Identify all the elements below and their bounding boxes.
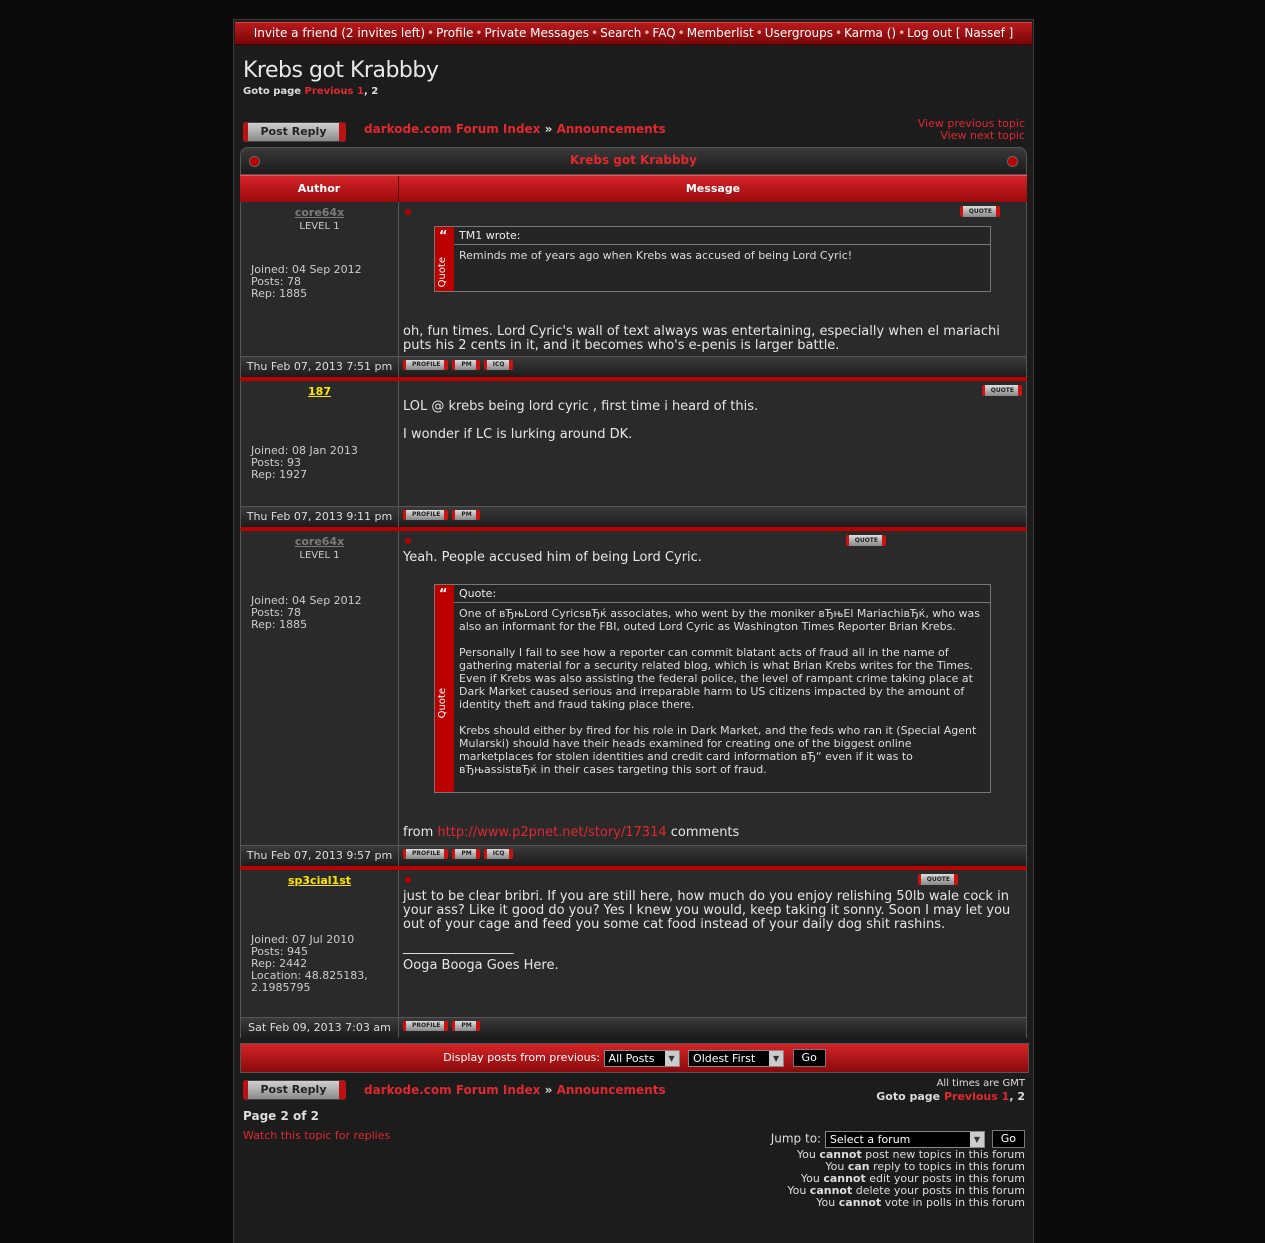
quote-body: Reminds me of years ago when Krebs was accused of being Lord Cyric! — [459, 249, 853, 262]
author-joined: Joined: 07 Jul 2010 — [251, 933, 355, 946]
post-message-cell — [399, 202, 1026, 356]
topic-nav-links — [918, 118, 1025, 142]
post-text: oh, fun times. Lord Cyric's wall of text always was entertaining, especially when el mariachi puts his 2 cents in it, and it becomes who's e-penis is larger battle. — [403, 324, 1000, 353]
nav-karma[interactable]: Karma () — [844, 26, 897, 40]
post-text-line: LOL @ krebs being lord cyric , first time i heard of this. — [403, 399, 759, 414]
breadcrumb-separator: » — [544, 122, 553, 136]
quote-paragraph: Personally I fail to see how a reporter can commit blatant acts of fraud all in the name of gathering material for a security related blog, which is what Brian Krebs writes for the Times. Even if Krebs was also assisting the federal police, the level of rampant crime taking place at Dark Market caused serious and irreparable harm to US citizens impacted by the amount of identity theft and fraud taking place there. — [459, 646, 973, 711]
post-date: Thu Feb 07, 2013 9:11 pm — [241, 507, 399, 527]
quote-header: Quote: — [454, 585, 990, 603]
author-rep: Rep: 1885 — [251, 287, 308, 300]
chevron-down-icon: ▼ — [769, 1051, 783, 1066]
author-rep: Rep: 2442 — [251, 957, 308, 970]
goto-page-top — [243, 86, 378, 97]
nav-invite-friend[interactable]: Invite a friend (2 invites left) — [253, 26, 426, 40]
post-message-cell — [399, 531, 1026, 845]
comments-text: comments — [670, 825, 740, 840]
post-reply-button-bottom[interactable]: Post Reply — [243, 1080, 346, 1100]
goto-page-2: 2 — [371, 86, 379, 97]
quote-button[interactable]: QUOTE — [982, 385, 1022, 396]
post-message-cell — [399, 381, 1026, 506]
permission-line: You cannot delete your posts in this forum — [787, 1184, 1025, 1197]
post-row — [240, 530, 1027, 845]
col-author: Author — [240, 176, 399, 202]
goto-page-1-link[interactable]: 1 — [356, 86, 364, 97]
timezone-note: All times are GMT — [936, 1078, 1025, 1089]
post-marker-icon — [405, 538, 411, 544]
goto-page-bottom — [876, 1090, 1025, 1103]
breadcrumb-top — [364, 122, 666, 136]
posts-table — [240, 147, 1027, 1038]
quote-paragraph: Krebs should either by fired for his role in Dark Market, and the feds who ran it (Special Agent Mularski) should have their heads examined for creating one of the biggest online marketplaces for stolen identities and credit card information вЂ“ even if it was to вЂњassistвЂќ in their cases targeting this sort of fraud. — [459, 724, 977, 776]
quote-side-label: Quote — [437, 256, 448, 287]
quote-mark-icon: “ — [439, 229, 448, 244]
comma: , — [363, 86, 368, 97]
author-name-link[interactable]: 187 — [308, 385, 331, 398]
icq-button[interactable]: ICQ — [484, 360, 513, 370]
col-message: Message — [685, 182, 741, 195]
display-go-button[interactable]: Go — [793, 1049, 826, 1067]
nav-logout[interactable]: Log out [ Nassef ] — [907, 26, 1014, 40]
pm-button[interactable]: PM — [452, 849, 479, 859]
topic-title-link[interactable]: Krebs got Krabbby — [570, 153, 697, 167]
post-author-cell — [241, 870, 399, 1017]
quote-button[interactable]: QUOTE — [918, 874, 958, 885]
post-row — [240, 202, 1027, 356]
chevron-down-icon: ▼ — [665, 1051, 679, 1066]
author-name-link[interactable]: core64x — [294, 535, 345, 548]
author-joined: Joined: 04 Sep 2012 — [251, 594, 362, 607]
author-posts: Posts: 78 — [251, 275, 301, 288]
breadcrumb-forum-index[interactable]: darkode.com Forum Index — [364, 122, 541, 136]
pm-button[interactable]: PM — [452, 510, 479, 520]
author-joined: Joined: 04 Sep 2012 — [251, 263, 362, 276]
permission-line: You cannot edit your posts in this forum — [800, 1172, 1025, 1185]
column-headers — [240, 175, 1027, 202]
post-row — [240, 380, 1027, 506]
from-text: from — [403, 825, 434, 840]
nav-profile[interactable]: Profile — [436, 26, 474, 40]
quote-sidebar — [435, 227, 454, 291]
breadcrumb-bottom — [364, 1083, 666, 1097]
quote-sidebar — [435, 585, 454, 792]
author-stats — [251, 445, 358, 481]
page-indicator: Page 2 of 2 — [243, 1109, 319, 1123]
author-stats — [251, 264, 362, 300]
post-author-cell — [241, 531, 399, 845]
author-location-cont: 2.1985795 — [251, 981, 311, 994]
source-link[interactable]: http://www.p2pnet.net/story/17314 — [437, 825, 667, 840]
post-reply-button-top[interactable]: Post Reply — [243, 122, 346, 142]
post-text-line: I wonder if LC is lurking around DK. — [403, 427, 633, 442]
permission-line: You cannot vote in polls in this forum — [816, 1196, 1025, 1209]
breadcrumb-forum-index[interactable]: darkode.com Forum Index — [364, 1083, 541, 1097]
pm-button[interactable]: PM — [452, 1021, 479, 1031]
post-footer — [240, 1017, 1027, 1038]
author-name-link[interactable]: sp3cial1st — [287, 874, 352, 887]
display-label: Display posts from previous: — [443, 1051, 601, 1064]
post-date: Thu Feb 07, 2013 9:57 pm — [241, 846, 399, 866]
quote-block — [434, 226, 991, 292]
header-dot-icon — [249, 156, 260, 167]
chevron-down-icon: ▼ — [970, 1132, 984, 1147]
jump-to-row — [771, 1130, 1025, 1148]
nav-search[interactable]: Search — [600, 26, 642, 40]
author-level: LEVEL 1 — [299, 221, 340, 232]
post-footer — [240, 356, 1027, 380]
header-dot-icon — [1007, 156, 1018, 167]
quote-block — [434, 584, 991, 793]
goto-previous-link[interactable]: Previous — [943, 1090, 998, 1103]
post-source-line — [403, 825, 739, 840]
permission-line: You can reply to topics in this forum — [825, 1160, 1025, 1173]
author-stats — [251, 595, 362, 631]
profile-button[interactable]: PROFILE — [403, 1021, 448, 1031]
post-text: just to be clear bribri. If you are still here, how much do you enjoy relishing 50lb wale cock in your ass? Like it good do you? Yes I knew you would, keep taking it sonny. Soon I may let you out of your cage and feed you some cat food instead of your daily dog shit rashins. — [403, 889, 1011, 932]
quote-header: TM1 wrote: — [454, 227, 990, 245]
author-name-link[interactable]: core64x — [294, 206, 345, 219]
jump-forum-select[interactable] — [825, 1131, 985, 1148]
post-text: Yeah. People accused him of being Lord Cyric. — [403, 550, 702, 565]
author-posts: Posts: 945 — [251, 945, 308, 958]
post-footer — [240, 845, 1027, 869]
breadcrumb-separator: » — [544, 1083, 553, 1097]
watch-topic-link[interactable]: Watch this topic for replies — [243, 1129, 391, 1142]
post-date: Sat Feb 09, 2013 7:03 am — [241, 1018, 399, 1038]
comma: , — [1009, 1090, 1014, 1103]
page-title: Krebs got Krabbby — [243, 58, 439, 83]
post-date: Thu Feb 07, 2013 7:51 pm — [241, 357, 399, 377]
post-row — [240, 869, 1027, 1017]
author-joined: Joined: 08 Jan 2013 — [251, 444, 358, 457]
quote-button[interactable]: QUOTE — [960, 206, 1000, 217]
nav-private-messages[interactable]: Private Messages — [484, 26, 589, 40]
breadcrumb-announcements[interactable]: Announcements — [556, 1083, 666, 1097]
permission-line: You cannot post new topics in this forum — [796, 1148, 1025, 1161]
quote-button[interactable]: QUOTE — [846, 535, 886, 546]
post-marker-icon — [405, 877, 411, 883]
author-rep: Rep: 1927 — [251, 468, 308, 481]
display-days-select[interactable] — [604, 1050, 680, 1067]
post-footer — [240, 506, 1027, 530]
signature-divider: _________________ — [403, 940, 514, 955]
author-level: LEVEL 1 — [299, 550, 340, 561]
post-message-cell — [399, 870, 1026, 1017]
post-author-cell — [241, 381, 399, 506]
author-posts: Posts: 93 — [251, 456, 301, 469]
icq-button[interactable]: ICQ — [484, 849, 513, 859]
display-options-bar — [240, 1043, 1029, 1073]
author-stats — [251, 934, 368, 994]
author-location: Location: 48.825183, — [251, 969, 368, 982]
quote-mark-icon: “ — [439, 587, 448, 602]
view-next-topic-link[interactable]: View next topic — [940, 129, 1025, 142]
profile-button[interactable]: PROFILE — [403, 360, 448, 370]
profile-button[interactable]: PROFILE — [403, 510, 448, 520]
jump-label: Jump to: — [770, 1131, 822, 1146]
nav-usergroups[interactable]: Usergroups — [764, 26, 834, 40]
nav-faq[interactable]: FAQ — [652, 26, 676, 40]
top-nav-bar: Invite a friend (2 invites left) • Profile • Private Messages • Search • FAQ • Memberlist • Usergroups • Karma () • Log out [ Nassef ] — [235, 22, 1032, 45]
permissions-list — [787, 1149, 1025, 1209]
goto-page-1-link[interactable]: 1 — [1001, 1090, 1010, 1103]
quote-side-label: Quote — [437, 687, 448, 718]
goto-label: Goto page — [876, 1090, 941, 1103]
post-marker-icon — [405, 209, 411, 215]
goto-previous-link[interactable]: Previous — [304, 86, 354, 97]
view-previous-topic-link[interactable]: View previous topic — [917, 117, 1025, 130]
display-days-value: All Posts — [608, 1051, 655, 1065]
forum-container — [233, 19, 1034, 1243]
nav-memberlist[interactable]: Memberlist — [686, 26, 754, 40]
post-author-cell — [241, 202, 399, 356]
signature-text: Ooga Booga Goes Here. — [403, 958, 559, 973]
goto-label: Goto page — [243, 86, 302, 97]
jump-go-button[interactable]: Go — [992, 1130, 1025, 1148]
author-posts: Posts: 78 — [251, 606, 301, 619]
author-rep: Rep: 1885 — [251, 618, 308, 631]
display-order-select[interactable] — [688, 1050, 784, 1067]
display-order-value: Oldest First — [693, 1051, 756, 1065]
quote-paragraph: One of вЂњLord CyricsвЂќ associates, who went by the moniker вЂњEl MariachiвЂќ, who was also an informant for the FBI, outed Lord Cyric as Washington Times Reporter Brian Krebs. — [459, 607, 980, 633]
profile-button[interactable]: PROFILE — [403, 849, 448, 859]
table-header — [240, 147, 1027, 175]
pm-button[interactable]: PM — [452, 360, 479, 370]
breadcrumb-announcements[interactable]: Announcements — [556, 122, 666, 136]
jump-forum-value: Select a forum — [829, 1132, 911, 1146]
quote-body — [454, 603, 990, 780]
goto-page-2: 2 — [1017, 1090, 1025, 1103]
